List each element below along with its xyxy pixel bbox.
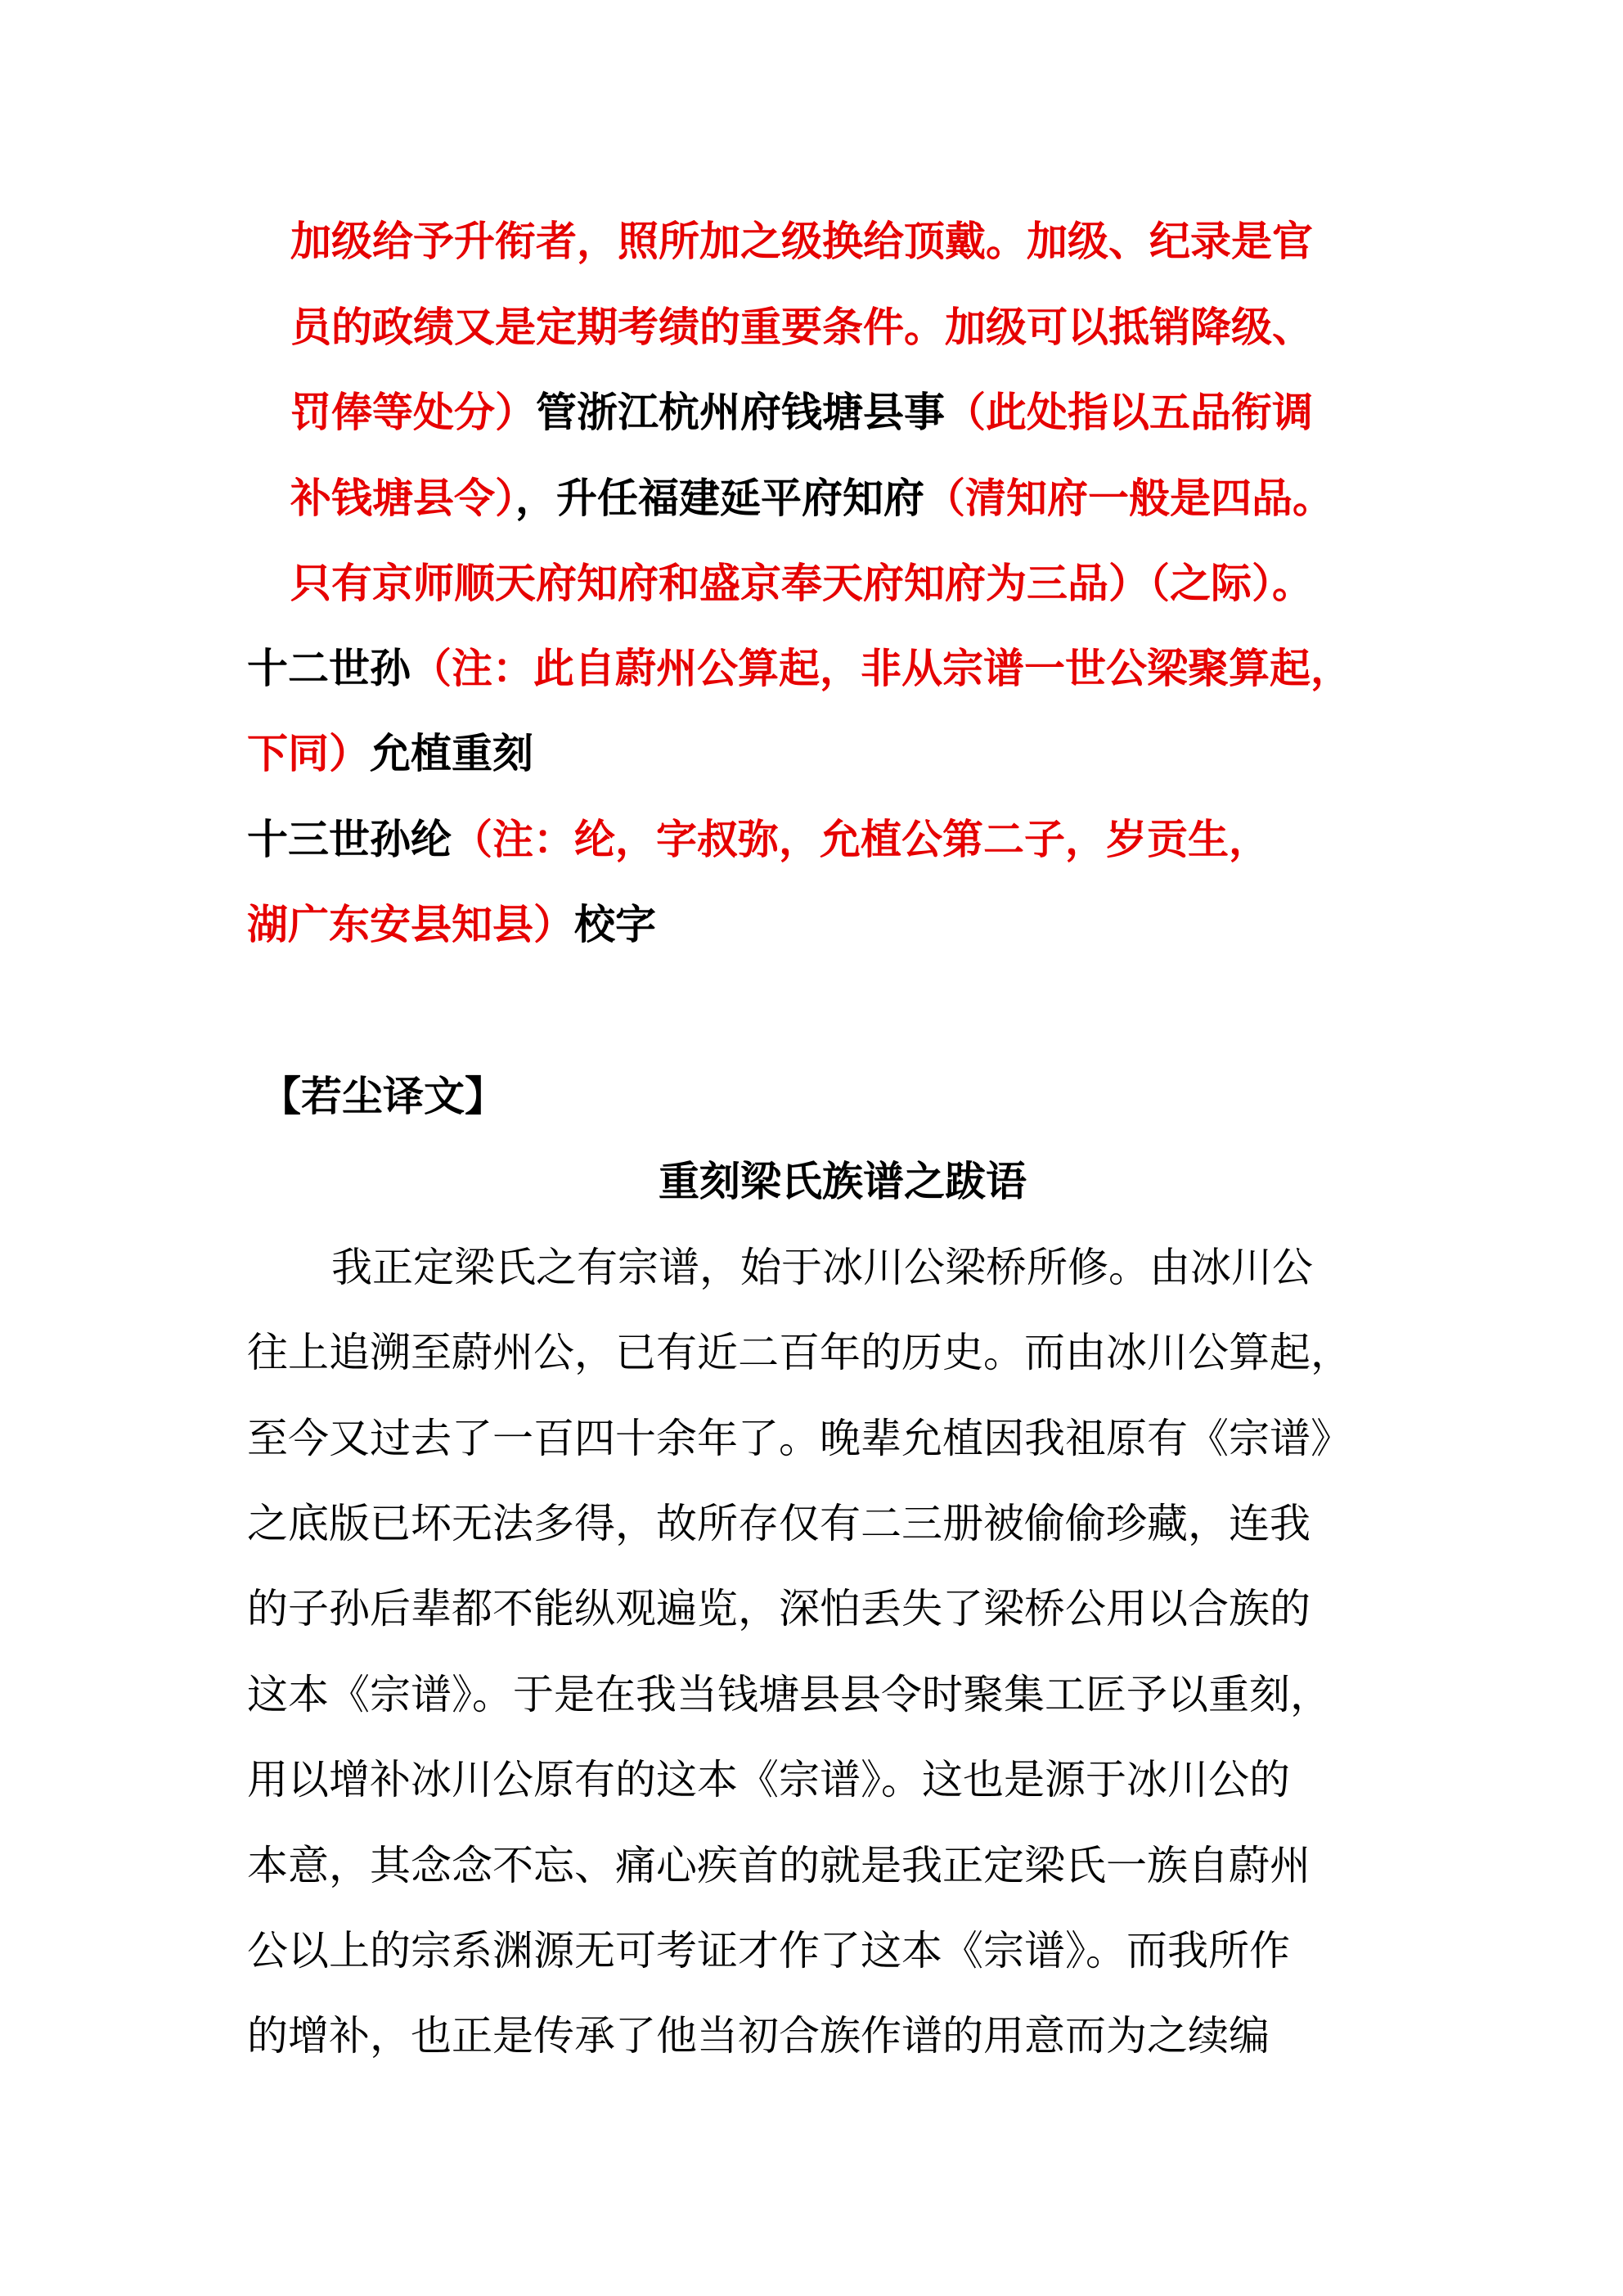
paragraph-line: 往上追溯至蔚州公，已有近二百年的历史。而由冰川公算起， xyxy=(247,1329,1351,1376)
annotation-text: 罚俸等处分） xyxy=(290,388,536,436)
paragraph-line: 本意，其念念不忘、痛心疾首的就是我正定梁氏一族自蔚州 xyxy=(247,1842,1311,1889)
translation-title: 重刻梁氏族谱之跋语 xyxy=(659,1157,1027,1205)
annotation-text: 只有京师顺天府知府和盛京奉天府知府为三品）（之际）。 xyxy=(290,559,1313,607)
credit-note: （注：此自蔚州公算起，非从宗谱一世公梁聚算起， xyxy=(411,644,1351,692)
credit-line-4 xyxy=(247,900,656,949)
paragraph-line: 我正定梁氏之有宗谱，始于冰川公梁桥所修。由冰川公 xyxy=(331,1244,1313,1291)
credit-note: （注：纶，字叔弥，允植公第二子，岁贡生， xyxy=(452,815,1270,863)
paragraph-line: 这本《宗谱》。于是在我当钱塘县县令时聚集工匠予以重刻， xyxy=(247,1671,1331,1718)
annotation-text: 员的政绩又是定期考绩的重要条件。加级可以抵销降级、 xyxy=(290,303,1313,351)
credit-line-2 xyxy=(247,729,533,778)
annotation-text: 补钱塘县令） xyxy=(290,474,515,522)
generation-label: 十二世孙 xyxy=(247,644,411,692)
credit-line-3 xyxy=(247,815,1270,864)
annotated-line-2 xyxy=(290,303,1313,352)
section-label: 【若尘译文】 xyxy=(260,1072,506,1120)
main-text: ，升任福建延平府知府 xyxy=(515,474,924,522)
credit-role: 允植重刻 xyxy=(370,729,533,777)
annotation-text: （此处指以五品衔调 xyxy=(945,388,1313,436)
paragraph-line: 的增补，也正是传承了他当初合族作谱的用意而为之续编 xyxy=(247,2012,1270,2060)
annotated-line-3 xyxy=(290,388,1313,437)
annotation-text: 加级给予升衔者，照所加之级换给顶戴。加级、纪录是官 xyxy=(290,217,1313,265)
annotated-line-4 xyxy=(290,474,1333,523)
credit-role: 校字 xyxy=(574,900,656,948)
annotated-line-5 xyxy=(290,559,1313,608)
annotation-text: （清知府一般是四品。 xyxy=(924,474,1333,522)
paragraph-line: 至今又过去了一百四十余年了。晚辈允植因我祖原有《宗谱》 xyxy=(247,1415,1351,1462)
paragraph-line: 之底版已坏无法多得，故所存仅有二三册被偷偷珍藏，连我 xyxy=(247,1500,1311,1547)
paragraph-line: 公以上的宗系渊源无可考证才作了这本《宗谱》。而我所作 xyxy=(247,1927,1290,1974)
credit-note: 湖广东安县知县） xyxy=(247,900,574,948)
generation-label: 十三世孙纶 xyxy=(247,815,452,863)
credit-note: 下同） xyxy=(247,729,370,777)
main-text: 管浙江杭州府钱塘县事 xyxy=(536,388,945,436)
paragraph-line: 的子孙后辈都不能纵观遍览，深怕丢失了梁桥公用以合族的 xyxy=(247,1585,1311,1632)
paragraph-line: 用以增补冰川公原有的这本《宗谱》。这也是源于冰川公的 xyxy=(247,1756,1290,1803)
credit-line-1 xyxy=(247,644,1351,693)
annotated-line-1 xyxy=(290,217,1313,266)
